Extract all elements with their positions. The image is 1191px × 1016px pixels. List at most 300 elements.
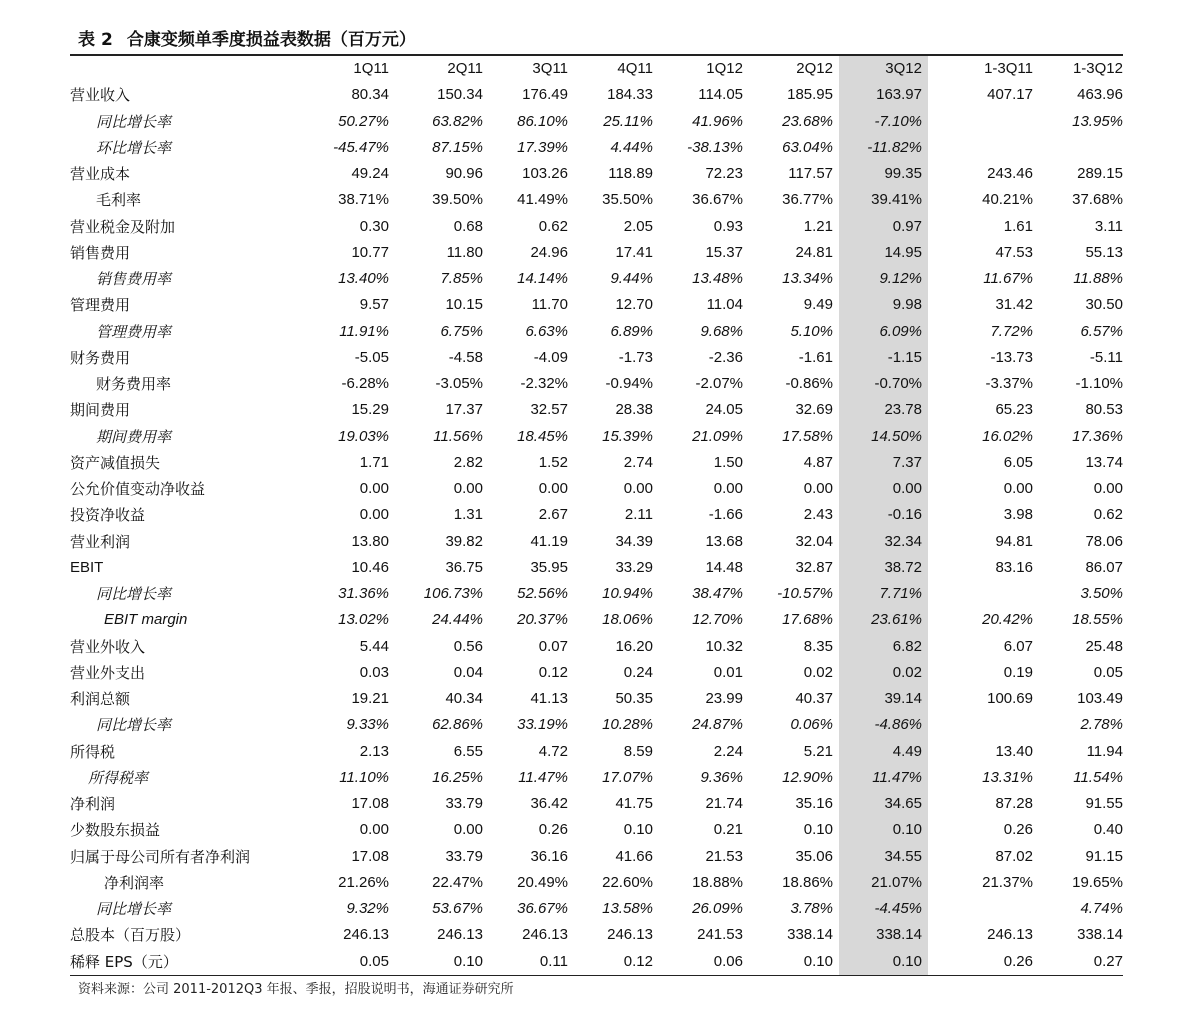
value-cell: 35.95 — [530, 558, 568, 576]
table-title-prefix: 表 — [78, 30, 95, 50]
value-cell: 0.05 — [359, 952, 389, 970]
table-title-number: 2 — [101, 30, 113, 50]
value-cell: 11.56% — [433, 427, 483, 445]
value-cell: 2.05 — [623, 217, 653, 235]
value-cell: 36.77% — [782, 191, 833, 209]
value-cell: 0.97 — [892, 217, 922, 235]
value-cell: 0.68 — [453, 217, 483, 235]
bottom-rule — [70, 975, 1123, 976]
row-label: 净利润 — [70, 795, 116, 813]
value-cell: 1.61 — [1003, 217, 1033, 235]
value-cell: 0.10 — [892, 952, 922, 970]
value-cell: 9.68% — [700, 322, 743, 340]
value-cell: 23.78 — [884, 401, 922, 419]
value-cell: 0.00 — [1003, 480, 1033, 497]
value-cell: 35.16 — [795, 795, 833, 812]
value-cell: 52.56% — [517, 585, 568, 602]
row-label: 期间费用率 — [96, 427, 172, 446]
value-cell: 1.52 — [538, 453, 568, 471]
row-label: 财务费用 — [70, 348, 131, 367]
row-label: 环比增长率 — [96, 138, 172, 157]
value-cell: 13.95% — [1072, 112, 1123, 130]
col-header: 4Q11 — [617, 60, 653, 77]
value-cell: 0.10 — [453, 952, 483, 970]
value-cell: 2.24 — [713, 742, 743, 760]
value-cell: 14.50% — [871, 427, 922, 445]
row-label: 同比增长率 — [96, 585, 172, 603]
value-cell: 0.26 — [1003, 821, 1033, 839]
value-cell: 91.15 — [1085, 847, 1123, 865]
value-cell: -6.28% — [341, 375, 389, 392]
table-body — [70, 82, 1123, 975]
row-label: 营业利润 — [70, 532, 131, 551]
table-title — [78, 25, 416, 49]
col-header: 1-3Q12 — [1072, 60, 1123, 77]
value-cell: 10.46 — [351, 558, 389, 576]
header-row — [70, 56, 1123, 82]
row-label: 营业收入 — [70, 86, 131, 105]
value-cell: 246.13 — [522, 926, 568, 944]
value-cell: 13.48% — [692, 270, 743, 287]
value-cell: 16.20 — [615, 637, 653, 655]
row-label: 少数股东损益 — [70, 821, 161, 840]
value-cell: 39.14 — [884, 690, 922, 707]
value-cell: -5.05 — [354, 348, 389, 366]
value-cell: 90.96 — [445, 165, 483, 182]
value-cell: 0.10 — [803, 821, 833, 839]
value-cell: 10.94% — [602, 585, 653, 602]
value-cell: 14.95 — [884, 243, 922, 261]
row-label: 毛利率 — [96, 191, 142, 210]
value-cell: 12.70% — [692, 611, 743, 629]
value-cell: 5.44 — [359, 637, 389, 655]
value-cell: 26.09% — [692, 900, 743, 917]
col-header: 2Q11 — [447, 60, 483, 77]
value-cell: 39.41% — [871, 191, 922, 209]
value-cell: 17.41 — [615, 243, 653, 261]
value-cell: 15.39% — [602, 427, 653, 445]
value-cell: 0.93 — [713, 217, 743, 235]
value-cell: 41.75 — [615, 795, 653, 812]
value-cell: 8.35 — [803, 637, 833, 655]
value-cell: 103.49 — [1077, 690, 1123, 707]
value-cell: 0.26 — [1003, 952, 1033, 970]
value-cell: 7.71% — [879, 585, 922, 602]
col-header: 2Q12 — [796, 60, 833, 77]
value-cell: 63.04% — [782, 138, 833, 156]
value-cell: -3.37% — [985, 375, 1033, 392]
value-cell: 6.75% — [440, 322, 483, 340]
value-cell: 21.53 — [705, 847, 743, 865]
table-row — [70, 214, 1123, 240]
value-cell: 87.28 — [995, 795, 1033, 812]
value-cell: 246.13 — [607, 926, 653, 944]
table-row — [70, 161, 1123, 187]
col-header: 1Q11 — [353, 60, 389, 77]
value-cell: 0.00 — [453, 480, 483, 497]
value-cell: -2.07% — [695, 375, 743, 392]
table-row — [70, 319, 1123, 345]
value-cell: 21.09% — [692, 427, 743, 445]
row-label: 销售费用 — [70, 243, 131, 262]
value-cell: 106.73% — [423, 585, 483, 602]
value-cell: 1.50 — [713, 453, 743, 471]
value-cell: 3.50% — [1080, 585, 1123, 602]
value-cell: 13.68 — [705, 532, 743, 550]
value-cell: 18.55% — [1072, 611, 1123, 629]
value-cell: 14.14% — [517, 270, 568, 287]
value-cell: 8.59 — [623, 742, 653, 760]
value-cell: 9.33% — [346, 716, 389, 734]
row-label: 期间费用 — [70, 401, 131, 420]
value-cell: 13.80 — [351, 532, 389, 550]
value-cell: 6.82 — [892, 637, 922, 655]
value-cell: 0.10 — [892, 821, 922, 839]
value-cell: 176.49 — [522, 86, 568, 104]
value-cell — [922, 135, 1033, 161]
value-cell: 6.05 — [1003, 453, 1033, 471]
table-row — [70, 371, 1123, 397]
value-cell: 243.46 — [987, 165, 1033, 182]
table-row — [70, 266, 1123, 292]
value-cell: 21.37% — [982, 873, 1033, 891]
row-label: 管理费用率 — [96, 322, 172, 341]
value-cell: 338.14 — [1077, 926, 1123, 944]
value-cell: 0.00 — [803, 480, 833, 497]
value-cell: 24.44% — [432, 611, 483, 629]
table-row — [70, 870, 1123, 896]
value-cell: 0.00 — [538, 480, 568, 497]
value-cell: 31.36% — [338, 585, 389, 602]
value-cell: -1.15 — [887, 348, 922, 366]
value-cell: -5.11 — [1089, 348, 1123, 366]
value-cell: 33.29 — [615, 558, 653, 576]
value-cell: 0.10 — [623, 821, 653, 839]
value-cell: 163.97 — [876, 86, 922, 104]
value-cell: -38.13% — [687, 138, 743, 156]
value-cell: 184.33 — [607, 86, 653, 104]
value-cell: 1.71 — [359, 453, 389, 471]
value-cell: 62.86% — [432, 716, 483, 734]
value-cell: -3.05% — [435, 375, 483, 392]
value-cell: 17.36% — [1072, 427, 1123, 445]
value-cell: 41.19 — [530, 532, 568, 550]
row-label: 财务费用率 — [96, 375, 172, 393]
table-row — [70, 949, 1123, 975]
value-cell: 9.36% — [700, 768, 743, 786]
value-cell: 72.23 — [705, 165, 743, 182]
value-cell: 11.54% — [1073, 768, 1123, 786]
value-cell: 2.67 — [538, 506, 568, 524]
value-cell: 24.81 — [795, 243, 833, 261]
value-cell: 18.45% — [517, 427, 568, 445]
value-cell: 20.37% — [517, 611, 568, 629]
value-cell: 23.68% — [782, 112, 833, 130]
value-cell: 87.15% — [432, 138, 483, 156]
value-cell: 1.31 — [453, 506, 483, 524]
value-cell: 9.49 — [803, 296, 833, 314]
table-row — [70, 896, 1123, 922]
value-cell: 18.86% — [782, 873, 833, 891]
value-cell: 246.13 — [437, 926, 483, 944]
value-cell: 11.94 — [1086, 742, 1123, 760]
value-cell: 0.03 — [359, 663, 389, 681]
value-cell: 10.77 — [351, 243, 389, 261]
row-label: 利润总额 — [70, 690, 131, 708]
value-cell: 36.67% — [517, 900, 568, 917]
value-cell: -4.45% — [874, 900, 922, 917]
row-label: 所得税率 — [88, 768, 149, 787]
value-cell: 20.49% — [517, 873, 568, 891]
value-cell: 39.82 — [445, 532, 483, 550]
value-cell: 0.24 — [623, 663, 653, 681]
value-cell: 80.53 — [1085, 401, 1123, 419]
table-row — [70, 922, 1123, 948]
value-cell: 150.34 — [437, 86, 483, 104]
value-cell: 15.37 — [705, 243, 743, 261]
value-cell: 17.08 — [351, 795, 389, 812]
value-cell: 2.82 — [453, 453, 483, 471]
value-cell: 13.31% — [982, 768, 1033, 786]
value-cell: 18.06% — [602, 611, 653, 629]
value-cell: 13.58% — [602, 900, 653, 917]
value-cell: 7.85% — [440, 270, 483, 287]
value-cell: -0.70% — [874, 375, 922, 392]
value-cell: 53.67% — [432, 900, 483, 917]
value-cell: 10.15 — [445, 296, 483, 314]
value-cell: 289.15 — [1077, 165, 1123, 182]
value-cell: 0.30 — [359, 217, 389, 235]
row-label: 投资净收益 — [70, 506, 146, 525]
value-cell: 41.96% — [692, 112, 743, 130]
table-row — [70, 135, 1123, 161]
value-cell: 463.96 — [1077, 86, 1123, 104]
value-cell: 0.26 — [538, 821, 568, 839]
value-cell: 9.57 — [359, 296, 389, 314]
value-cell: 19.21 — [351, 690, 389, 707]
value-cell: 4.74% — [1080, 900, 1123, 917]
value-cell: 6.57% — [1080, 322, 1123, 340]
value-cell: 5.10% — [790, 322, 833, 340]
value-cell — [922, 896, 1033, 922]
table-title-text: 合康变频单季度损益表数据（百万元） — [126, 30, 416, 50]
value-cell: 0.10 — [803, 952, 833, 970]
value-cell: 3.98 — [1003, 506, 1033, 524]
row-label: 营业外收入 — [70, 637, 146, 656]
value-cell: 0.27 — [1093, 952, 1123, 970]
value-cell: 0.19 — [1003, 663, 1033, 681]
table-row — [70, 502, 1123, 528]
value-cell: 338.14 — [787, 926, 833, 944]
value-cell: 3.78% — [790, 900, 833, 917]
value-cell: 32.04 — [795, 532, 833, 550]
value-cell: 87.02 — [995, 847, 1033, 865]
value-cell: 19.03% — [338, 427, 389, 445]
value-cell: 34.65 — [884, 795, 922, 812]
value-cell: 0.02 — [892, 663, 922, 681]
value-cell: 0.00 — [359, 480, 389, 497]
value-cell: 37.68% — [1072, 191, 1123, 209]
value-cell: 4.87 — [803, 453, 833, 471]
value-cell: 36.75 — [445, 558, 483, 576]
value-cell: 41.13 — [530, 690, 568, 707]
header-label-cell — [70, 56, 320, 82]
value-cell: 2.74 — [623, 453, 653, 471]
value-cell: 117.57 — [788, 165, 833, 182]
table-row — [70, 844, 1123, 870]
value-cell: 103.26 — [522, 165, 568, 182]
value-cell: 2.13 — [359, 742, 389, 760]
value-cell: 99.35 — [884, 165, 922, 182]
value-cell: 38.47% — [692, 585, 743, 602]
value-cell: 0.01 — [713, 663, 743, 681]
table-row — [70, 634, 1123, 660]
value-cell: 1.21 — [803, 217, 833, 235]
value-cell: 16.02% — [982, 427, 1033, 445]
value-cell: 6.09% — [879, 322, 922, 340]
value-cell: -45.47% — [333, 138, 389, 156]
value-cell: 31.42 — [995, 296, 1033, 314]
value-cell: 78.06 — [1085, 532, 1123, 550]
value-cell: 32.34 — [884, 532, 922, 550]
value-cell: 246.13 — [343, 926, 389, 944]
value-cell: 0.62 — [538, 217, 568, 235]
value-cell: 55.13 — [1085, 243, 1123, 261]
value-cell: -1.73 — [618, 348, 653, 366]
value-cell: 0.00 — [1093, 480, 1123, 497]
value-cell: 39.50% — [432, 191, 483, 209]
row-label: 净利润率 — [104, 873, 165, 892]
table-row — [70, 739, 1123, 765]
value-cell: 32.69 — [795, 401, 833, 419]
value-cell: 13.02% — [338, 611, 389, 629]
value-cell: 4.44% — [610, 138, 653, 156]
value-cell: 241.53 — [697, 926, 743, 944]
value-cell: 0.04 — [453, 663, 483, 681]
value-cell: 47.53 — [995, 243, 1033, 261]
col-header: 1Q12 — [706, 60, 743, 77]
value-cell: 0.62 — [1093, 506, 1123, 524]
value-cell: 0.06% — [790, 716, 833, 734]
value-cell: 0.00 — [892, 480, 922, 497]
value-cell: 0.56 — [453, 637, 483, 655]
value-cell: 0.21 — [713, 821, 743, 839]
value-cell: -4.58 — [448, 348, 483, 366]
value-cell: 80.34 — [351, 86, 389, 104]
value-cell: 100.69 — [987, 690, 1033, 707]
table-row — [70, 292, 1123, 318]
value-cell: 11.80 — [446, 243, 483, 261]
row-label: 同比增长率 — [96, 716, 172, 735]
value-cell: 25.11% — [603, 112, 653, 130]
value-cell: -0.86% — [785, 375, 833, 392]
value-cell: -10.57% — [777, 585, 833, 602]
value-cell: 30.50 — [1085, 296, 1123, 314]
value-cell: 83.16 — [995, 558, 1033, 576]
col-header: 3Q11 — [532, 60, 568, 77]
value-cell: -0.94% — [605, 375, 653, 392]
value-cell: 10.28% — [602, 716, 653, 734]
value-cell: 11.70 — [531, 296, 568, 314]
value-cell: 185.95 — [787, 86, 833, 104]
value-cell: 9.98 — [892, 296, 922, 314]
row-label: 稀释 EPS（元） — [70, 952, 178, 971]
value-cell: 65.23 — [995, 401, 1033, 419]
table-row — [70, 791, 1123, 817]
table-row — [70, 424, 1123, 450]
table-row — [70, 450, 1123, 476]
value-cell: 11.47% — [872, 768, 922, 786]
value-cell: 11.04 — [706, 296, 743, 314]
value-cell: 34.39 — [615, 532, 653, 550]
row-label: 资产减值损失 — [70, 453, 161, 472]
table-row — [70, 529, 1123, 555]
value-cell: 246.13 — [987, 926, 1033, 944]
value-cell: 22.47% — [432, 873, 483, 891]
value-cell: 22.60% — [602, 873, 653, 891]
value-cell: 40.34 — [445, 690, 483, 707]
value-cell: 0.00 — [453, 821, 483, 839]
table-row — [70, 187, 1123, 213]
value-cell: -1.61 — [798, 348, 833, 366]
row-label: EBIT — [70, 558, 104, 576]
value-cell: 13.34% — [782, 270, 833, 287]
value-cell: 91.55 — [1085, 795, 1123, 812]
value-cell: 0.07 — [538, 637, 568, 655]
value-cell: 50.35 — [615, 690, 653, 707]
value-cell: 33.79 — [445, 795, 483, 812]
value-cell: 17.37 — [445, 401, 483, 419]
value-cell: 34.55 — [884, 847, 922, 865]
table-row — [70, 397, 1123, 423]
value-cell: 7.37 — [892, 453, 922, 471]
value-cell: 6.89% — [610, 322, 653, 340]
table-row — [70, 686, 1123, 712]
value-cell: -1.66 — [708, 506, 743, 524]
value-cell: 13.74 — [1085, 453, 1123, 471]
value-cell: 3.11 — [1094, 217, 1123, 235]
value-cell: -2.36 — [708, 348, 743, 366]
row-label: 营业外支出 — [70, 663, 146, 682]
value-cell: 118.89 — [608, 165, 653, 182]
value-cell: 2.11 — [624, 506, 653, 524]
value-cell: 23.61% — [871, 611, 922, 629]
table-row — [70, 109, 1123, 135]
value-cell: 5.21 — [803, 742, 833, 760]
value-cell: 13.40% — [338, 270, 389, 287]
value-cell: 86.10% — [517, 112, 568, 130]
row-label: 总股本（百万股） — [70, 926, 191, 945]
table-row — [70, 476, 1123, 502]
table-row — [70, 765, 1123, 791]
value-cell: -2.32% — [520, 375, 568, 392]
value-cell: 86.07 — [1085, 558, 1123, 576]
value-cell: 41.66 — [615, 847, 653, 865]
value-cell: -7.10% — [874, 112, 922, 130]
value-cell: 19.65% — [1072, 873, 1123, 891]
table-row — [70, 660, 1123, 686]
value-cell — [922, 581, 1033, 607]
value-cell: 20.42% — [982, 611, 1033, 629]
value-cell: 0.00 — [713, 480, 743, 497]
value-cell: 21.26% — [338, 873, 389, 891]
value-cell: 7.72% — [990, 322, 1033, 340]
value-cell: 24.96 — [530, 243, 568, 261]
value-cell: 2.43 — [803, 506, 833, 524]
value-cell: 11.91% — [339, 322, 389, 340]
value-cell: -13.73 — [990, 348, 1033, 366]
value-cell: 17.58% — [782, 427, 833, 445]
